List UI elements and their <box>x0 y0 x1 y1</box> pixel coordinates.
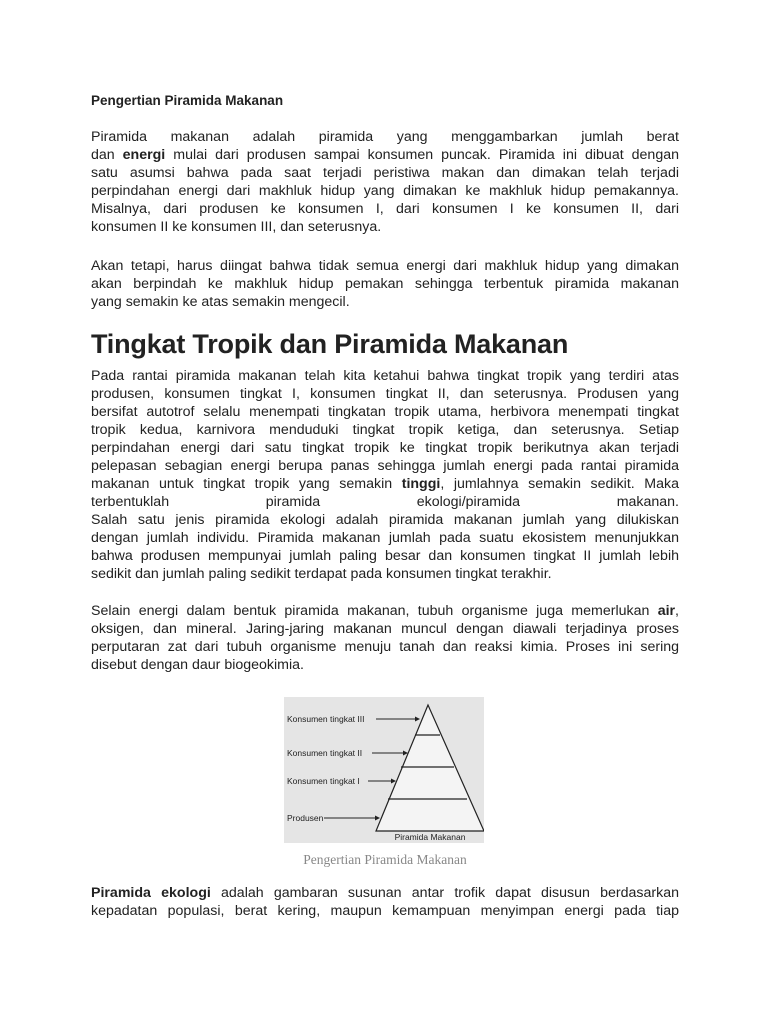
text-line: perpindahan energi dari makhluk hidup yang dimakan ke makhluk hidup pemakannya. <box>91 183 679 199</box>
text-line: produsen, konsumen tingkat I, konsumen tingkat II, dan seterusnya. Produsen yang <box>91 386 679 402</box>
label-konsumen-iii: Konsumen tingkat III <box>287 714 365 724</box>
figure-title: Piramida Makanan <box>394 832 466 842</box>
text-line <box>91 884 679 902</box>
text-line <box>91 475 679 493</box>
text-line: bersifat autotrof selalu menempati tingkatan tropik utama, herbivora menempati tingkat <box>91 404 679 420</box>
text-run: dan <box>91 147 123 163</box>
text-run: adalah gambaran susunan antar trofik dapat disusun berdasarkan <box>210 885 679 901</box>
paragraph-1 <box>91 128 679 236</box>
text-line: Pada rantai piramida makanan telah kita ketahui bahwa tingkat tropik yang terdiri atas <box>91 368 679 384</box>
paragraph-3 <box>91 367 679 583</box>
text-line: tropik kedua, karnivora menduduki tingkat tropik ketiga, dan seterusnya. Setiap <box>91 422 679 438</box>
paragraph-5 <box>91 884 679 920</box>
text-line: Salah satu jenis piramida ekologi adalah piramida makanan jumlah yang dilukiskan <box>91 512 679 528</box>
section-title-tingkat-tropik: Tingkat Tropik dan Piramida Makanan <box>91 329 569 359</box>
text-line: sedikit dan jumlah paling sedikit terdapat pada konsumen tingkat terakhir. <box>91 566 552 582</box>
text-line <box>91 602 679 620</box>
text-line: Akan tetapi, harus diingat bahwa tidak semua energi dari makhluk hidup yang dimakan <box>91 258 679 274</box>
arrow-head-icon <box>415 717 420 722</box>
text-line: Misalnya, dari produsen ke konsumen I, dari konsumen I ke konsumen II, dari <box>91 201 679 217</box>
text-line: konsumen II ke konsumen III, dan seterusnya. <box>91 219 382 235</box>
text-line: perpindahan energi dari satu tingkat tropik ke tingkat tropik berikutnya akan terjadi <box>91 440 679 456</box>
text-line: kepadatan populasi, berat kering, maupun kemampuan menyimpan energi pada tiap <box>91 903 679 919</box>
bold-term-tinggi: tinggi <box>401 476 441 492</box>
arrow-head-icon <box>391 779 396 784</box>
food-pyramid-figure <box>284 697 484 843</box>
text-line <box>91 146 679 164</box>
pyramid-outline <box>376 705 484 831</box>
text-run: mulai dari produsen sampai konsumen puncak. Piramida ini dibuat dengan <box>165 147 679 163</box>
text-run: Selain energi dalam bentuk piramida makanan, tubuh organisme juga memerlukan <box>91 603 658 619</box>
bold-term-piramida-ekologi: Piramida ekologi <box>91 885 211 901</box>
label-konsumen-ii: Konsumen tingkat II <box>287 748 363 758</box>
text-line: oksigen, dan mineral. Jaring-jaring makanan muncul dengan diawali terjadinya proses <box>91 621 679 637</box>
text-line: pelepasan sebagian energi berupa panas sehingga jumlah energi pada rantai piramida <box>91 458 679 474</box>
text-line: akan berpindah ke makhluk hidup pemakan sehingga terbentuk piramida makanan <box>91 276 679 292</box>
label-produsen: Produsen <box>287 813 324 823</box>
food-pyramid-diagram <box>284 697 484 843</box>
text-line: disebut dengan daur biogeokimia. <box>91 657 304 673</box>
text-line: Piramida makanan adalah piramida yang menggambarkan jumlah berat <box>91 129 679 145</box>
text-line: dengan jumlah individu. Piramida makanan jumlah pada suatu ekosistem menunjukkan <box>91 530 679 546</box>
paragraph-2 <box>91 257 679 311</box>
text-line: terbentuklah piramida ekologi/piramida makanan. <box>91 494 679 510</box>
text-run: , <box>675 603 679 619</box>
paragraph-4 <box>91 602 679 674</box>
arrow-head-icon <box>375 816 380 821</box>
text-run: , jumlahnya semakin sedikit. Maka <box>440 476 679 492</box>
bold-term-air: air <box>657 603 676 619</box>
label-konsumen-i: Konsumen tingkat I <box>287 776 360 786</box>
bold-term-energi: energi <box>122 147 166 163</box>
section-title-pengertian: Pengertian Piramida Makanan <box>91 93 284 108</box>
figure-caption: Pengertian Piramida Makanan <box>303 852 467 867</box>
text-run: makanan untuk tingkat tropik yang semakin <box>91 476 402 492</box>
text-line: yang semakin ke atas semakin mengecil. <box>91 294 350 310</box>
text-line: bahwa produsen mempunyai jumlah paling besar dan konsumen tingkat II jumlah lebih <box>91 548 679 564</box>
text-line: perputaran zat dari tubuh organisme menuju tanah dan reaksi kimia. Proses ini sering <box>91 639 679 655</box>
text-line: satu asumsi bahwa pada saat terjadi peristiwa makan dan dimakan telah terjadi <box>91 165 679 181</box>
